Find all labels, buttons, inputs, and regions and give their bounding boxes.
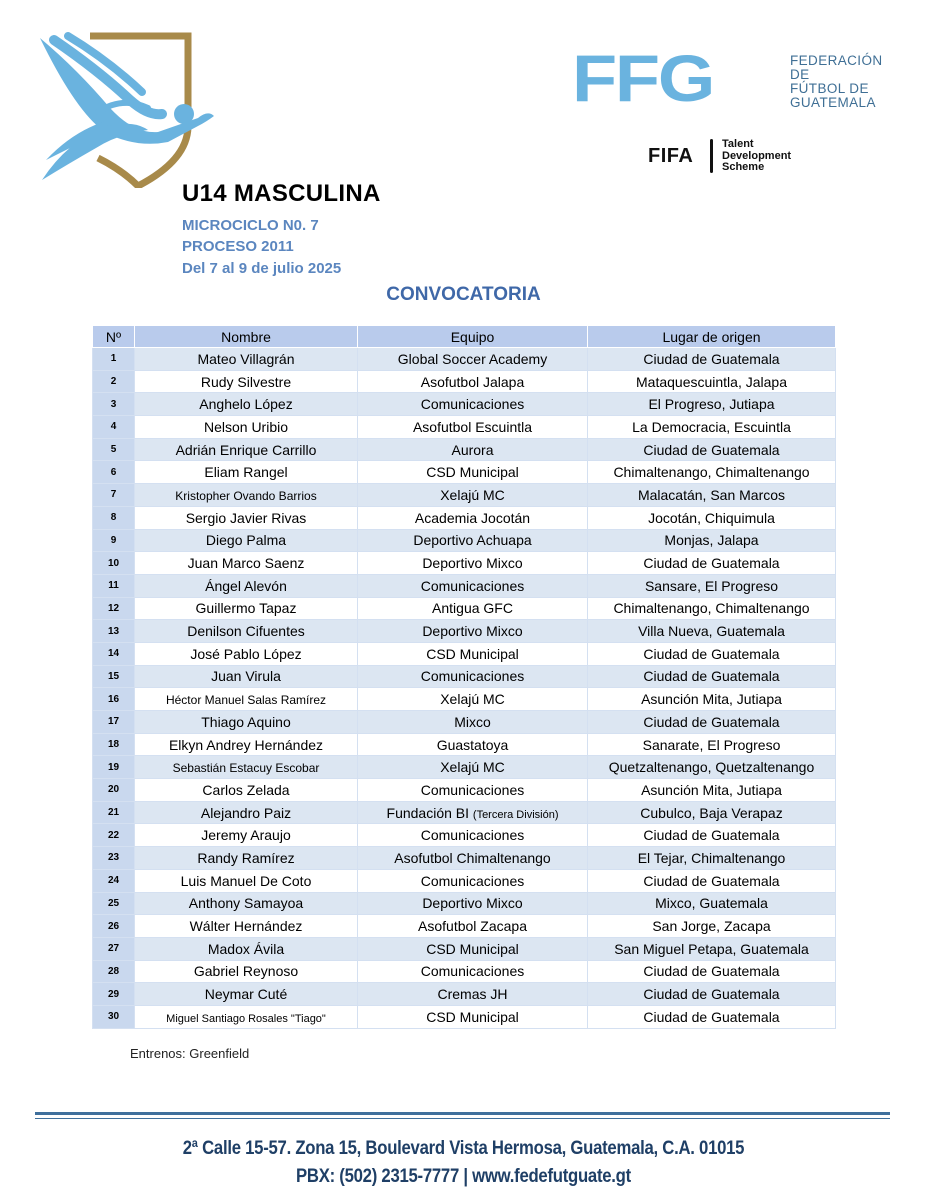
row-number: 29 [93,983,135,1006]
player-origin: Ciudad de Guatemala [588,665,836,688]
player-origin: Ciudad de Guatemala [588,348,836,371]
player-name: Sergio Javier Rivas [135,506,358,529]
row-number: 24 [93,869,135,892]
player-origin: Sanarate, El Progreso [588,733,836,756]
player-origin: Chimaltenango, Chimaltenango [588,461,836,484]
row-number: 13 [93,620,135,643]
player-name: Eliam Rangel [135,461,358,484]
player-team: Deportivo Mixco [358,552,588,575]
row-number: 12 [93,597,135,620]
table-row [93,960,836,983]
row-number: 6 [93,461,135,484]
player-name: Nelson Uribio [135,416,358,439]
player-name: Elkyn Andrey Hernández [135,733,358,756]
row-number: 30 [93,1005,135,1028]
player-name: Gabriel Reynoso [135,960,358,983]
table-row [93,779,836,802]
fifa-wordmark: FIFA [648,145,694,167]
dates-label: Del 7 al 9 de julio 2025 [182,260,342,277]
player-origin: Ciudad de Guatemala [588,711,836,734]
player-team: CSD Municipal [358,461,588,484]
table-row [93,711,836,734]
player-name: Wálter Hernández [135,915,358,938]
proceso-label: PROCESO 2011 [182,238,294,255]
row-number: 7 [93,484,135,507]
col-header-equipo: Equipo [358,326,588,348]
player-name: José Pablo López [135,642,358,665]
player-name: Ángel Alevón [135,574,358,597]
table-row [93,733,836,756]
player-origin: Monjas, Jalapa [588,529,836,552]
row-number: 28 [93,960,135,983]
player-team: Fundación BI (Tercera División) [358,801,588,824]
ffg-logo [572,41,892,115]
player-team: Xelajú MC [358,756,588,779]
table-row [93,915,836,938]
table-row [93,574,836,597]
player-origin: Ciudad de Guatemala [588,642,836,665]
player-origin: Villa Nueva, Guatemala [588,620,836,643]
table-row [93,1005,836,1028]
row-number: 19 [93,756,135,779]
player-name: Anthony Samayoa [135,892,358,915]
player-name: Jeremy Araujo [135,824,358,847]
row-number: 8 [93,506,135,529]
convocatoria-heading: CONVOCATORIA [386,284,541,305]
row-number: 25 [93,892,135,915]
table-row [93,756,836,779]
table-row [93,461,836,484]
table-body [93,348,836,1029]
row-number: 22 [93,824,135,847]
player-name: Juan Virula [135,665,358,688]
row-number: 11 [93,574,135,597]
table-row [93,824,836,847]
player-origin: Sansare, El Progreso [588,574,836,597]
player-name: Mateo Villagrán [135,348,358,371]
player-origin: Chimaltenango, Chimaltenango [588,597,836,620]
player-team: Comunicaciones [358,779,588,802]
player-team: CSD Municipal [358,1005,588,1028]
table-row [93,869,836,892]
player-team: Asofutbol Jalapa [358,370,588,393]
player-origin: La Democracia, Escuintla [588,416,836,439]
player-team: Comunicaciones [358,393,588,416]
table-row [93,484,836,507]
player-team: CSD Municipal [358,937,588,960]
player-team: Deportivo Achuapa [358,529,588,552]
table-row [93,937,836,960]
player-origin: Ciudad de Guatemala [588,438,836,461]
footer-address: 2ª Calle 15-57. Zona 15, Boulevard Vista Hermosa, Guatemala, C.A. 01015 [182,1138,745,1159]
table-row [93,438,836,461]
player-name: Anghelo López [135,393,358,416]
table-row [93,847,836,870]
player-name: Carlos Zelada [135,779,358,802]
player-origin: Asunción Mita, Jutiapa [588,688,836,711]
row-number: 18 [93,733,135,756]
player-origin: San Jorge, Zacapa [588,915,836,938]
row-number: 9 [93,529,135,552]
player-origin: Ciudad de Guatemala [588,869,836,892]
row-number: 20 [93,779,135,802]
player-name: Randy Ramírez [135,847,358,870]
player-team: Comunicaciones [358,665,588,688]
player-origin: San Miguel Petapa, Guatemala [588,937,836,960]
player-team: Asofutbol Zacapa [358,915,588,938]
footer-divider [35,1112,890,1115]
player-origin: Ciudad de Guatemala [588,960,836,983]
row-number: 27 [93,937,135,960]
table-row [93,506,836,529]
player-team: Xelajú MC [358,688,588,711]
table-row [93,642,836,665]
fifa-tds-logo [648,137,818,177]
table-row [93,348,836,371]
player-origin: Asunción Mita, Jutiapa [588,779,836,802]
table-row [93,393,836,416]
ffg-fullname: FEDERACIÓN DE FÚTBOL DE GUATEMALA [790,53,883,110]
microciclo-label: MICROCICLO N0. 7 [182,217,319,234]
player-origin: Ciudad de Guatemala [588,824,836,847]
row-number: 3 [93,393,135,416]
player-team: Asofutbol Chimaltenango [358,847,588,870]
page-title: U14 MASCULINA [182,180,381,207]
table-row [93,801,836,824]
roster-table [92,325,836,1029]
player-team: Xelajú MC [358,484,588,507]
player-team: Global Soccer Academy [358,348,588,371]
player-name: Alejandro Paiz [135,801,358,824]
row-number: 1 [93,348,135,371]
table-row [93,552,836,575]
player-origin: Jocotán, Chiquimula [588,506,836,529]
team-division-note: (Tercera División) [472,808,559,821]
player-origin: El Tejar, Chimaltenango [588,847,836,870]
table-row [93,416,836,439]
row-number: 17 [93,711,135,734]
player-origin: Cubulco, Baja Verapaz [588,801,836,824]
row-number: 4 [93,416,135,439]
table-row [93,529,836,552]
player-team: Comunicaciones [358,960,588,983]
player-name: Sebastián Estacuy Escobar [135,756,358,779]
table-row [93,688,836,711]
table-header-row [93,326,836,348]
player-team: Academia Jocotán [358,506,588,529]
fedefut-emblem-logo [38,30,216,188]
player-name: Guillermo Tapaz [135,597,358,620]
player-name: Denilson Cifuentes [135,620,358,643]
player-team: CSD Municipal [358,642,588,665]
player-team: Deportivo Mixco [358,892,588,915]
row-number: 26 [93,915,135,938]
player-team: Comunicaciones [358,869,588,892]
player-name: Adrián Enrique Carrillo [135,438,358,461]
table-row [93,665,836,688]
col-header-lugar: Lugar de origen [588,326,836,348]
footer-divider-thin [35,1118,890,1119]
player-name: Thiago Aquino [135,711,358,734]
player-team: Mixco [358,711,588,734]
player-team: Aurora [358,438,588,461]
row-number: 23 [93,847,135,870]
fifa-scheme-text: Talent Development Scheme [722,138,792,173]
player-origin: El Progreso, Jutiapa [588,393,836,416]
table-row [93,620,836,643]
player-name: Rudy Silvestre [135,370,358,393]
row-number: 5 [93,438,135,461]
player-name: Luis Manuel De Coto [135,869,358,892]
row-number: 21 [93,801,135,824]
row-number: 16 [93,688,135,711]
ffg-letters: FFG [572,41,714,115]
fifa-divider [710,139,713,173]
player-team: Comunicaciones [358,574,588,597]
footer-contact: PBX: (502) 2315-7777 | www.fedefutguate.gt [296,1166,631,1187]
player-team: Guastatoya [358,733,588,756]
player-origin: Mataquescuintla, Jalapa [588,370,836,393]
player-name: Héctor Manuel Salas Ramírez [135,688,358,711]
table-row [93,983,836,1006]
player-name: Miguel Santiago Rosales "Tiago" [135,1005,358,1028]
row-number: 14 [93,642,135,665]
player-origin: Ciudad de Guatemala [588,983,836,1006]
player-name: Juan Marco Saenz [135,552,358,575]
player-name: Madox Ávila [135,937,358,960]
player-name: Kristopher Ovando Barrios [135,484,358,507]
table-row [93,370,836,393]
player-origin: Malacatán, San Marcos [588,484,836,507]
row-number: 10 [93,552,135,575]
player-origin: Quetzaltenango, Quetzaltenango [588,756,836,779]
player-team: Antigua GFC [358,597,588,620]
player-origin: Mixco, Guatemala [588,892,836,915]
row-number: 2 [93,370,135,393]
player-team: Deportivo Mixco [358,620,588,643]
table-row [93,892,836,915]
player-origin: Ciudad de Guatemala [588,552,836,575]
player-name: Diego Palma [135,529,358,552]
col-header-nombre: Nombre [135,326,358,348]
player-name: Neymar Cuté [135,983,358,1006]
row-number: 15 [93,665,135,688]
table-row [93,597,836,620]
player-team: Asofutbol Escuintla [358,416,588,439]
player-team: Comunicaciones [358,824,588,847]
col-header-number: Nº [93,326,135,348]
training-venue-note: Entrenos: Greenfield [130,1046,250,1061]
player-origin: Ciudad de Guatemala [588,1005,836,1028]
player-team: Cremas JH [358,983,588,1006]
